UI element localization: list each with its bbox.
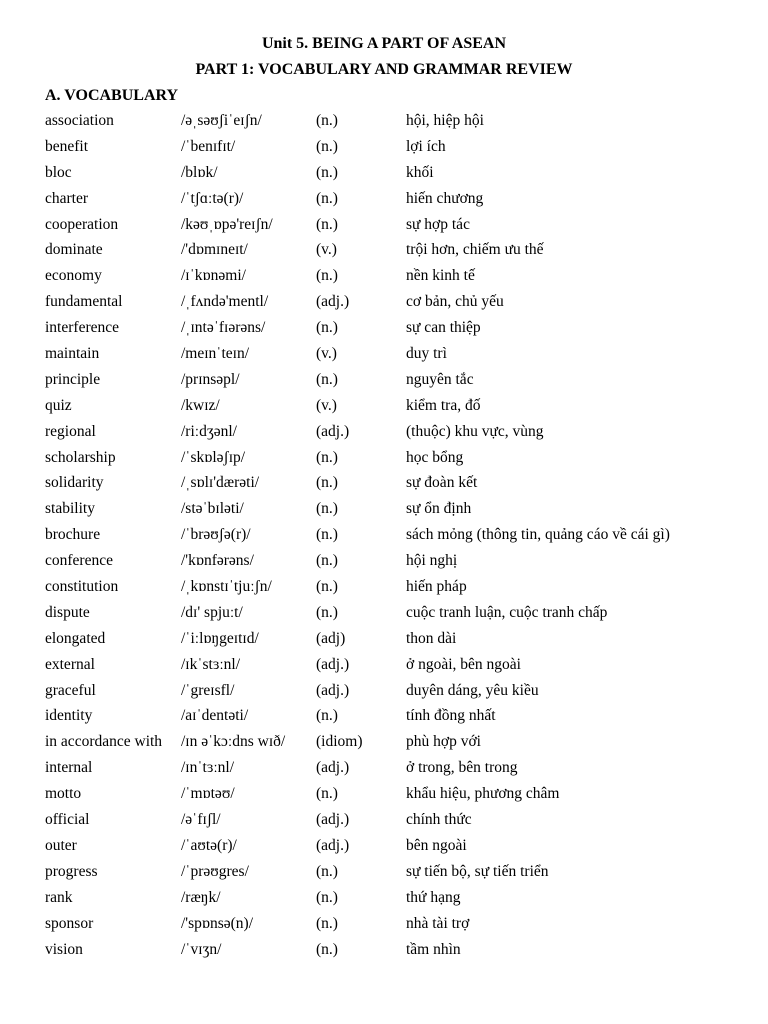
vocab-word: brochure — [45, 526, 101, 544]
vocab-word: maintain — [45, 345, 100, 363]
vocab-row — [45, 629, 745, 655]
vocab-meaning: khối — [406, 163, 434, 181]
vocab-part-of-speech: (n.) — [316, 500, 338, 518]
vocab-row — [45, 758, 745, 784]
vocab-pronunciation: /ˌɪntəˈfɪərəns/ — [181, 319, 266, 337]
vocab-row — [45, 396, 745, 422]
vocab-row — [45, 914, 745, 940]
vocab-meaning: sự ổn định — [406, 500, 472, 518]
vocab-row — [45, 111, 745, 137]
vocab-part-of-speech: (n.) — [316, 862, 338, 880]
vocab-meaning: học bổng — [406, 448, 464, 466]
vocab-part-of-speech: (n.) — [316, 267, 338, 285]
vocab-word: conference — [45, 552, 113, 570]
vocab-meaning: kiểm tra, đố — [406, 396, 481, 414]
vocab-word: quiz — [45, 396, 72, 414]
vocab-part-of-speech: (adj.) — [316, 655, 350, 673]
vocab-pronunciation: /prɪnsəpl/ — [181, 370, 240, 388]
vocab-row — [45, 888, 745, 914]
vocab-pronunciation: /ˈbrəʊʃə(r)/ — [181, 526, 251, 544]
vocab-word: progress — [45, 862, 98, 880]
vocab-word: elongated — [45, 629, 106, 647]
vocab-pronunciation: /ræŋk/ — [181, 888, 221, 906]
vocab-part-of-speech: (n.) — [316, 888, 338, 906]
vocab-word: dominate — [45, 241, 103, 259]
vocab-word: constitution — [45, 578, 119, 596]
vocab-row — [45, 240, 745, 266]
vocab-part-of-speech: (n.) — [316, 448, 338, 466]
vocab-pronunciation: /ˈiːlɒŋgeɪtɪd/ — [181, 629, 259, 647]
vocab-part-of-speech: (adj.) — [316, 293, 350, 311]
vocab-part-of-speech: (n.) — [316, 785, 338, 803]
vocab-pronunciation: /riːdʒənl/ — [181, 422, 237, 440]
vocab-row — [45, 189, 745, 215]
part-title: PART 1: VOCABULARY AND GRAMMAR REVIEW — [195, 61, 573, 78]
vocab-word: economy — [45, 267, 102, 285]
vocab-meaning: cuộc tranh luận, cuộc tranh chấp — [406, 603, 608, 621]
vocab-row — [45, 706, 745, 732]
vocab-meaning: hiến chương — [406, 189, 484, 207]
vocab-row — [45, 836, 745, 862]
vocab-word: dispute — [45, 603, 90, 621]
vocab-row — [45, 473, 745, 499]
vocab-word: rank — [45, 888, 73, 906]
vocab-meaning: duy trì — [406, 345, 447, 363]
vocab-meaning: phù hợp với — [406, 733, 481, 751]
vocab-part-of-speech: (adj.) — [316, 836, 350, 854]
vocab-part-of-speech: (n.) — [316, 578, 338, 596]
vocab-pronunciation: /meɪnˈteɪn/ — [181, 345, 250, 363]
vocab-meaning: khẩu hiệu, phương châm — [406, 785, 560, 803]
vocab-part-of-speech: (n.) — [316, 474, 338, 492]
vocab-part-of-speech: (n.) — [316, 603, 338, 621]
vocab-pronunciation: /'kɒnfərəns/ — [181, 552, 254, 570]
vocab-pronunciation: /ˈvɪʒn/ — [181, 940, 222, 958]
vocab-word: scholarship — [45, 448, 116, 466]
vocab-part-of-speech: (n.) — [316, 940, 338, 958]
vocab-pronunciation: /blɒk/ — [181, 163, 218, 181]
vocab-meaning: lợi ích — [406, 137, 446, 155]
vocab-part-of-speech: (adj.) — [316, 811, 350, 829]
vocab-row — [45, 137, 745, 163]
vocab-pronunciation: /ɪkˈstɜːnl/ — [181, 655, 241, 673]
vocab-meaning: nền kinh tế — [406, 267, 475, 285]
vocab-meaning: bên ngoài — [406, 836, 467, 854]
vocab-meaning: (thuộc) khu vực, vùng — [406, 422, 544, 440]
vocab-pronunciation: /stəˈbɪləti/ — [181, 500, 244, 518]
vocab-pronunciation: /ɪˈkɒnəmi/ — [181, 267, 246, 285]
vocab-word: association — [45, 112, 114, 129]
vocab-part-of-speech: (adj.) — [316, 681, 350, 699]
vocab-word: in accordance with — [45, 733, 163, 751]
vocab-row — [45, 551, 745, 577]
vocab-meaning: trội hơn, chiếm ưu thế — [406, 241, 544, 259]
vocab-word: motto — [45, 785, 82, 803]
vocab-meaning: cơ bản, chủ yếu — [406, 293, 504, 311]
vocab-word: external — [45, 655, 95, 673]
vocab-row — [45, 732, 745, 758]
vocab-row — [45, 163, 745, 189]
vocab-meaning: chính thức — [406, 811, 472, 829]
vocab-part-of-speech: (n.) — [316, 319, 338, 337]
vocab-part-of-speech: (adj) — [316, 629, 346, 647]
vocab-pronunciation: /ˈtʃɑːtə(r)/ — [181, 189, 244, 207]
vocab-word: bloc — [45, 163, 72, 181]
vocab-word: outer — [45, 836, 77, 854]
vocab-row — [45, 422, 745, 448]
vocab-part-of-speech: (n.) — [316, 189, 338, 207]
vocab-part-of-speech: (n.) — [316, 112, 338, 129]
vocab-row — [45, 862, 745, 888]
vocab-pronunciation: /'spɒnsə(n)/ — [181, 914, 254, 932]
vocab-pronunciation: /dɪ' spjuːt/ — [181, 603, 243, 621]
vocab-word: charter — [45, 189, 89, 207]
vocab-part-of-speech: (adj.) — [316, 422, 350, 440]
vocab-pronunciation: /ˈgreɪsfl/ — [181, 681, 235, 699]
vocab-pronunciation: /kəʊˌɒpə'reɪʃn/ — [181, 215, 273, 233]
vocab-row — [45, 370, 745, 396]
vocab-meaning: thon dài — [406, 629, 457, 647]
vocab-word: benefit — [45, 137, 89, 155]
vocab-word: sponsor — [45, 914, 94, 932]
vocab-meaning: ở ngoài, bên ngoài — [406, 655, 521, 673]
vocab-row — [45, 940, 745, 966]
vocab-part-of-speech: (n.) — [316, 526, 338, 544]
vocab-part-of-speech: (adj.) — [316, 759, 350, 777]
section-heading: A. VOCABULARY — [45, 87, 179, 104]
vocab-row — [45, 344, 745, 370]
vocab-word: internal — [45, 759, 93, 777]
vocab-pronunciation: /ˌsɒlɪ'dærəti/ — [181, 474, 260, 492]
vocab-pronunciation: /ɪn əˈkɔːdns wɪð/ — [181, 733, 286, 751]
vocab-word: principle — [45, 370, 101, 388]
vocab-row — [45, 318, 745, 344]
vocab-word: graceful — [45, 681, 96, 699]
vocab-pronunciation: /ˈprəʊgres/ — [181, 862, 249, 880]
vocab-pronunciation: /əˈfɪʃl/ — [181, 811, 221, 829]
vocab-word: solidarity — [45, 474, 104, 492]
vocab-part-of-speech: (n.) — [316, 370, 338, 388]
vocab-part-of-speech: (n.) — [316, 914, 338, 932]
vocab-part-of-speech: (n.) — [316, 215, 338, 233]
vocab-meaning: hội nghị — [406, 552, 458, 570]
vocab-pronunciation: /ˈskɒləʃɪp/ — [181, 448, 246, 466]
vocab-word: vision — [45, 940, 83, 958]
vocab-meaning: duyên dáng, yêu kiều — [406, 681, 539, 699]
vocab-meaning: sách mỏng (thông tin, quảng cáo về cái gì) — [406, 526, 670, 544]
vocab-meaning: tầm nhìn — [406, 940, 461, 958]
vocab-word: regional — [45, 422, 96, 440]
vocab-word: fundamental — [45, 293, 123, 311]
vocab-row — [45, 577, 745, 603]
vocab-meaning: sự tiến bộ, sự tiến triển — [406, 862, 549, 880]
vocab-row — [45, 603, 745, 629]
vocab-meaning: nguyên tắc — [406, 370, 474, 388]
vocab-word: cooperation — [45, 215, 119, 233]
vocab-row — [45, 499, 745, 525]
vocab-row — [45, 681, 745, 707]
vocab-meaning: sự đoàn kết — [406, 474, 478, 492]
vocab-pronunciation: /əˌsəʊʃiˈeɪʃn/ — [181, 112, 262, 129]
vocab-pronunciation: /ˈaʊtə(r)/ — [181, 836, 237, 854]
vocab-meaning: ở trong, bên trong — [406, 759, 518, 777]
vocab-word: identity — [45, 707, 93, 725]
vocabulary-list — [45, 111, 745, 965]
vocab-part-of-speech: (n.) — [316, 707, 338, 725]
vocab-part-of-speech: (v.) — [316, 396, 337, 414]
vocab-part-of-speech: (idiom) — [316, 733, 363, 751]
unit-title: Unit 5. BEING A PART OF ASEAN — [261, 35, 507, 52]
vocab-row — [45, 525, 745, 551]
vocab-row — [45, 215, 745, 241]
vocab-part-of-speech: (v.) — [316, 345, 337, 363]
vocab-row — [45, 784, 745, 810]
vocab-part-of-speech: (n.) — [316, 137, 338, 155]
vocab-meaning: sự hợp tác — [406, 215, 470, 233]
vocab-row — [45, 448, 745, 474]
vocab-meaning: hội, hiệp hội — [406, 112, 484, 129]
vocab-word: official — [45, 811, 90, 829]
vocab-pronunciation: /aɪˈdentəti/ — [181, 707, 249, 725]
vocab-meaning: sự can thiệp — [406, 319, 481, 337]
vocab-meaning: nhà tài trợ — [406, 914, 470, 932]
vocab-meaning: hiến pháp — [406, 578, 467, 596]
vocab-pronunciation: /'dɒmɪneɪt/ — [181, 241, 248, 259]
vocab-part-of-speech: (v.) — [316, 241, 337, 259]
vocab-word: stability — [45, 500, 95, 518]
vocab-row — [45, 655, 745, 681]
vocab-pronunciation: /ˌkɒnstɪˈtjuːʃn/ — [181, 578, 272, 596]
vocab-pronunciation: /ˌfʌndə'mentl/ — [181, 293, 269, 311]
vocab-row — [45, 292, 745, 318]
vocab-meaning: thứ hạng — [406, 888, 461, 906]
vocab-part-of-speech: (n.) — [316, 163, 338, 181]
vocab-row — [45, 266, 745, 292]
vocab-pronunciation: /ˈmɒtəʊ/ — [181, 785, 235, 803]
vocab-pronunciation: /ˈbenɪfɪt/ — [181, 137, 236, 155]
vocab-word: interference — [45, 319, 119, 337]
vocab-meaning: tính đồng nhất — [406, 707, 496, 725]
vocab-pronunciation: /kwɪz/ — [181, 396, 220, 414]
vocab-pronunciation: /ɪnˈtɜːnl/ — [181, 759, 235, 777]
vocab-part-of-speech: (n.) — [316, 552, 338, 570]
vocab-row — [45, 810, 745, 836]
